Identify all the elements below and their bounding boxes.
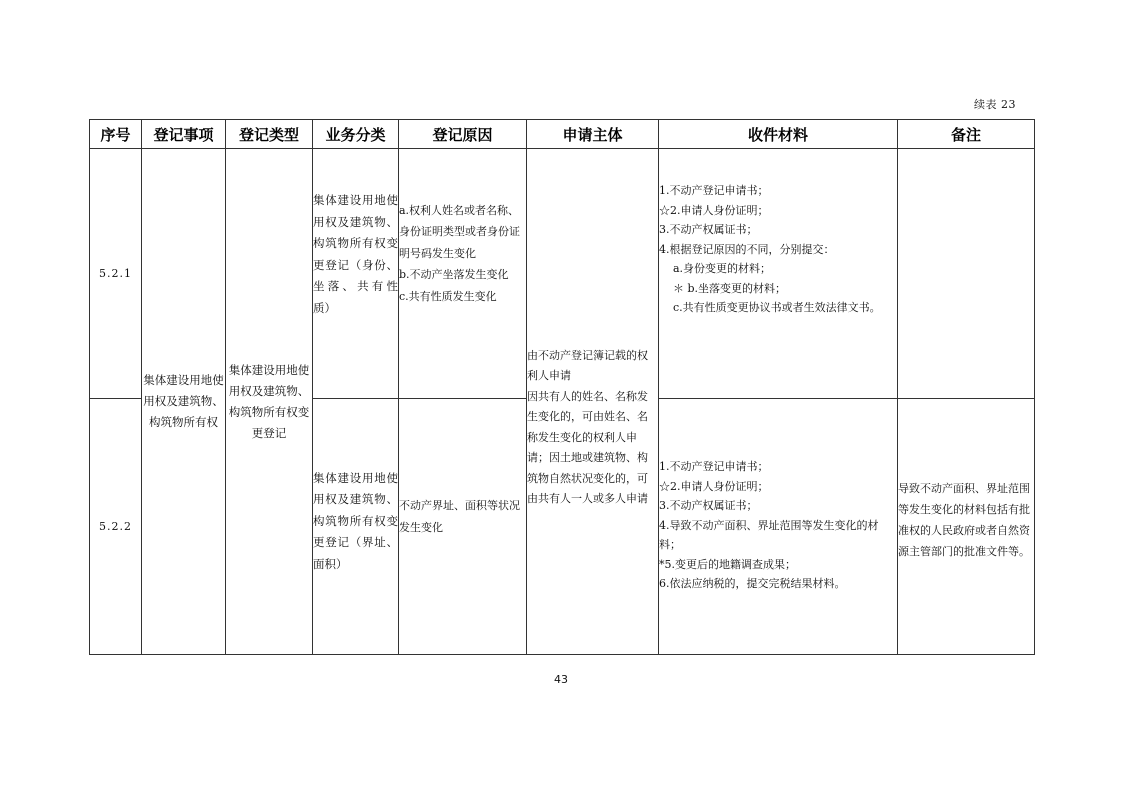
remarks: 导致不动产面积、界址范围等发生变化的材料包括有批准权的人民政府或者自然资源主管部门的批准文件等。 (898, 399, 1035, 655)
material-item: ＊ b.坐落变更的材料； (673, 281, 787, 295)
material-item: 3.不动产权属证书； (659, 499, 758, 513)
required-materials (659, 399, 898, 655)
material-item: 1.不动产登记申请书； (659, 460, 769, 474)
header-applicant: 申请主体 (527, 120, 659, 149)
header-business: 业务分类 (313, 120, 399, 149)
table-header-row (90, 120, 1035, 149)
reason-item: a.权利人姓名或者名称、身份证明类型或者身份证明号码发生变化 (399, 203, 520, 260)
row-seq: 5.2.2 (90, 399, 142, 655)
material-item: a.身份变更的材料； (673, 262, 772, 276)
remarks (898, 149, 1035, 399)
header-reason: 登记原因 (399, 120, 527, 149)
business-category: 集体建设用地使用权及建筑物、构筑物所有权变更登记（身份、坐落、共有性质） (313, 149, 399, 399)
business-category: 集体建设用地使用权及建筑物、构筑物所有权变更登记（界址、面积） (313, 399, 399, 655)
material-item: c.共有性质变更协议书或者生效法律文书。 (673, 301, 881, 315)
material-item: 1.不动产登记申请书； (659, 184, 769, 198)
reason-item: 不动产界址、面积等状况发生变化 (399, 499, 520, 534)
material-item: ☆2.申请人身份证明； (659, 203, 769, 217)
applicant-line: 因共有人的姓名、名称发生变化的，可由姓名、名称发生变化的权利人申请；因土地或建筑物、构筑物自然状况变化的，可由共有人一人或多人申请 (527, 389, 648, 505)
registration-table (89, 119, 1035, 655)
applicant-subject (527, 149, 659, 655)
header-matter: 登记事项 (142, 120, 226, 149)
row-seq: 5.2.1 (90, 149, 142, 399)
material-item: *5.变更后的地籍调查成果； (659, 557, 796, 571)
required-materials (659, 149, 898, 399)
registration-matter: 集体建设用地使用权及建筑物、构筑物所有权 (142, 149, 226, 655)
header-note: 备注 (898, 120, 1035, 149)
page-number: 43 (554, 673, 568, 686)
registration-type: 集体建设用地使用权及建筑物、构筑物所有权变更登记 (226, 149, 313, 655)
material-item: 4.导致不动产面积、界址范围等发生变化的材料； (659, 518, 879, 552)
reason-item: c.共有性质发生变化 (399, 289, 497, 303)
material-item: 4.根据登记原因的不同，分别提交： (659, 242, 835, 256)
registration-reason (399, 149, 527, 399)
material-item: 6.依法应纳税的，提交完税结果材料。 (659, 577, 846, 591)
material-item: 3.不动产权属证书； (659, 223, 758, 237)
applicant-line: 由不动产登记簿记载的权利人申请 (527, 348, 648, 382)
header-type: 登记类型 (226, 120, 313, 149)
material-item: ☆2.申请人身份证明； (659, 479, 769, 493)
table-row (90, 149, 1035, 399)
header-seq: 序号 (90, 120, 142, 149)
continued-table-label: 续表 23 (974, 98, 1016, 111)
header-materials: 收件材料 (659, 120, 898, 149)
registration-reason (399, 399, 527, 655)
reason-item: b.不动产坐落发生变化 (399, 268, 509, 282)
